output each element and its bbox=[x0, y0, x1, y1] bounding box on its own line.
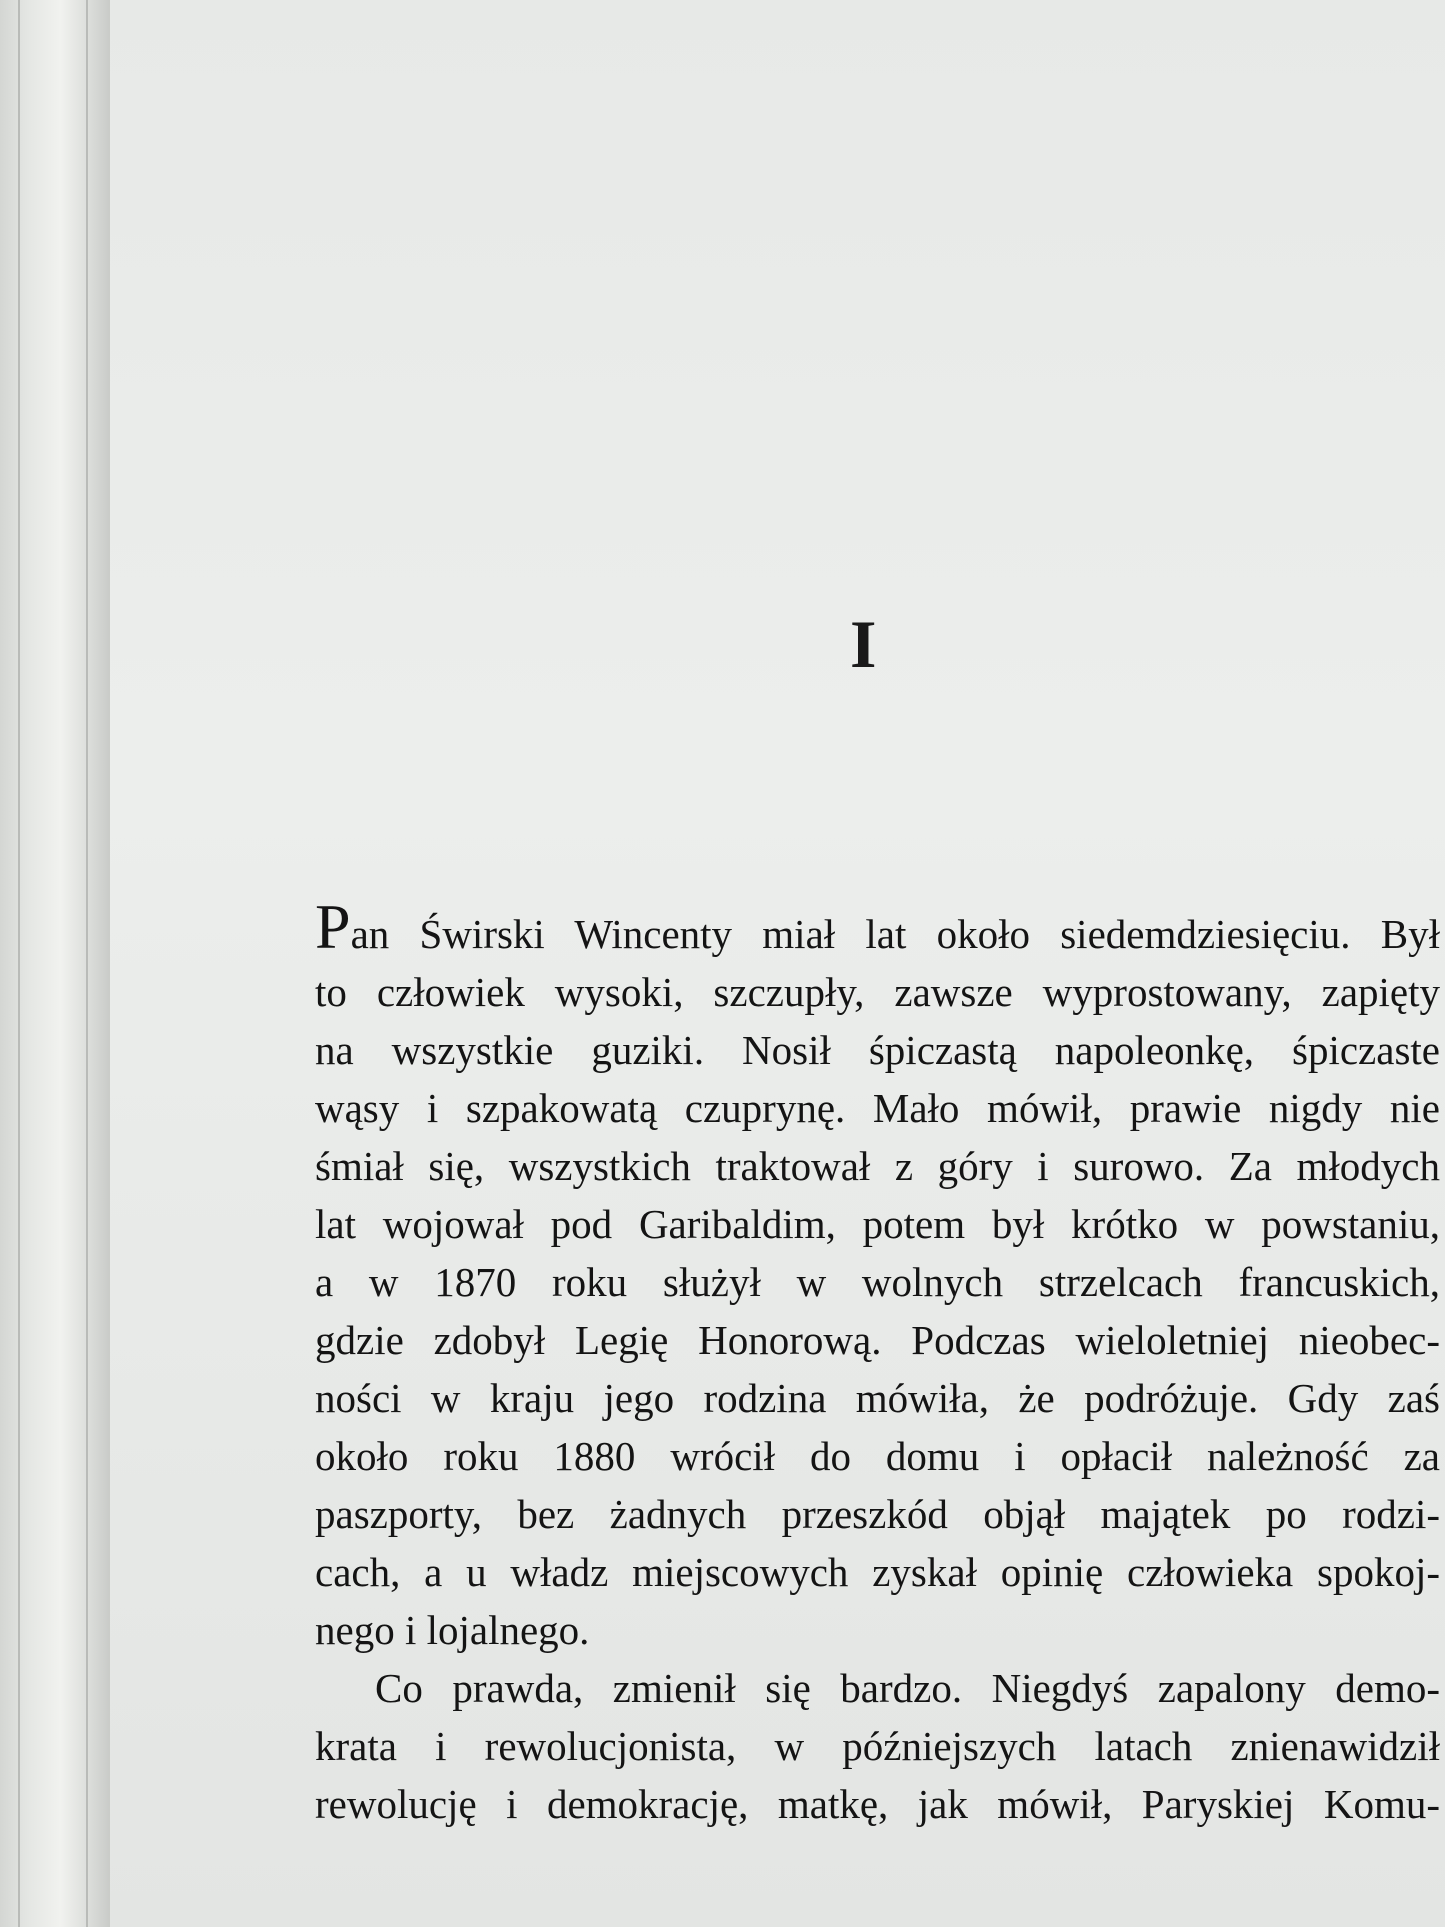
text-line: nego i lojalnego. bbox=[315, 1607, 590, 1653]
text-line: wąsy i szpakowatą czuprynę. Mało mówił, prawie nigdy nie bbox=[315, 1085, 1440, 1131]
text-line: na wszystkie guziki. Nosił śpiczastą napoleonkę, śpiczaste bbox=[315, 1027, 1440, 1073]
text-line: rewolucję i demokrację, matkę, jak mówił, Paryskiej Komu- bbox=[315, 1781, 1440, 1827]
reverse-side-show-through bbox=[210, 0, 1445, 702]
text-line: Pan Świrski Wincenty miał lat około siedemdziesięciu. Był bbox=[315, 891, 1440, 962]
text-line: krata i rewolucjonista, w późniejszych latach znienawidził bbox=[315, 1723, 1440, 1769]
text-line: gdzie zdobył Legię Honorową. Podczas wieloletniej nieobec- bbox=[315, 1317, 1440, 1363]
text-line: śmiał się, wszystkich traktował z góry i surowo. Za młodych bbox=[315, 1143, 1440, 1189]
drop-cap: P bbox=[315, 891, 351, 962]
book-page bbox=[110, 0, 1445, 1927]
text-line: lat wojował pod Garibaldim, potem był krótko w powstaniu, bbox=[315, 1201, 1440, 1247]
page-edge-line bbox=[86, 0, 88, 1927]
text-line: Co prawda, zmienił się bardzo. Niegdyś zapalony demo- bbox=[375, 1665, 1440, 1711]
text-line: cach, a u władz miejscowych zyskał opinię człowieka spokoj- bbox=[315, 1549, 1440, 1595]
chapter-text bbox=[315, 891, 1440, 1833]
text-line: paszporty, bez żadnych przeszkód objął majątek po rodzi- bbox=[315, 1491, 1440, 1537]
page-edge-line bbox=[18, 0, 20, 1927]
book-spine bbox=[0, 0, 110, 1927]
text-line: ności w kraju jego rodzina mówiła, że podróżuje. Gdy zaś bbox=[315, 1375, 1440, 1421]
text-line: to człowiek wysoki, szczupły, zawsze wyprostowany, zapięty bbox=[315, 969, 1440, 1015]
text-line: około roku 1880 wrócił do domu i opłacił należność za bbox=[315, 1433, 1440, 1479]
text-line: a w 1870 roku służył w wolnych strzelcach francuskich, bbox=[315, 1259, 1440, 1305]
chapter-numeral: I bbox=[850, 606, 877, 682]
